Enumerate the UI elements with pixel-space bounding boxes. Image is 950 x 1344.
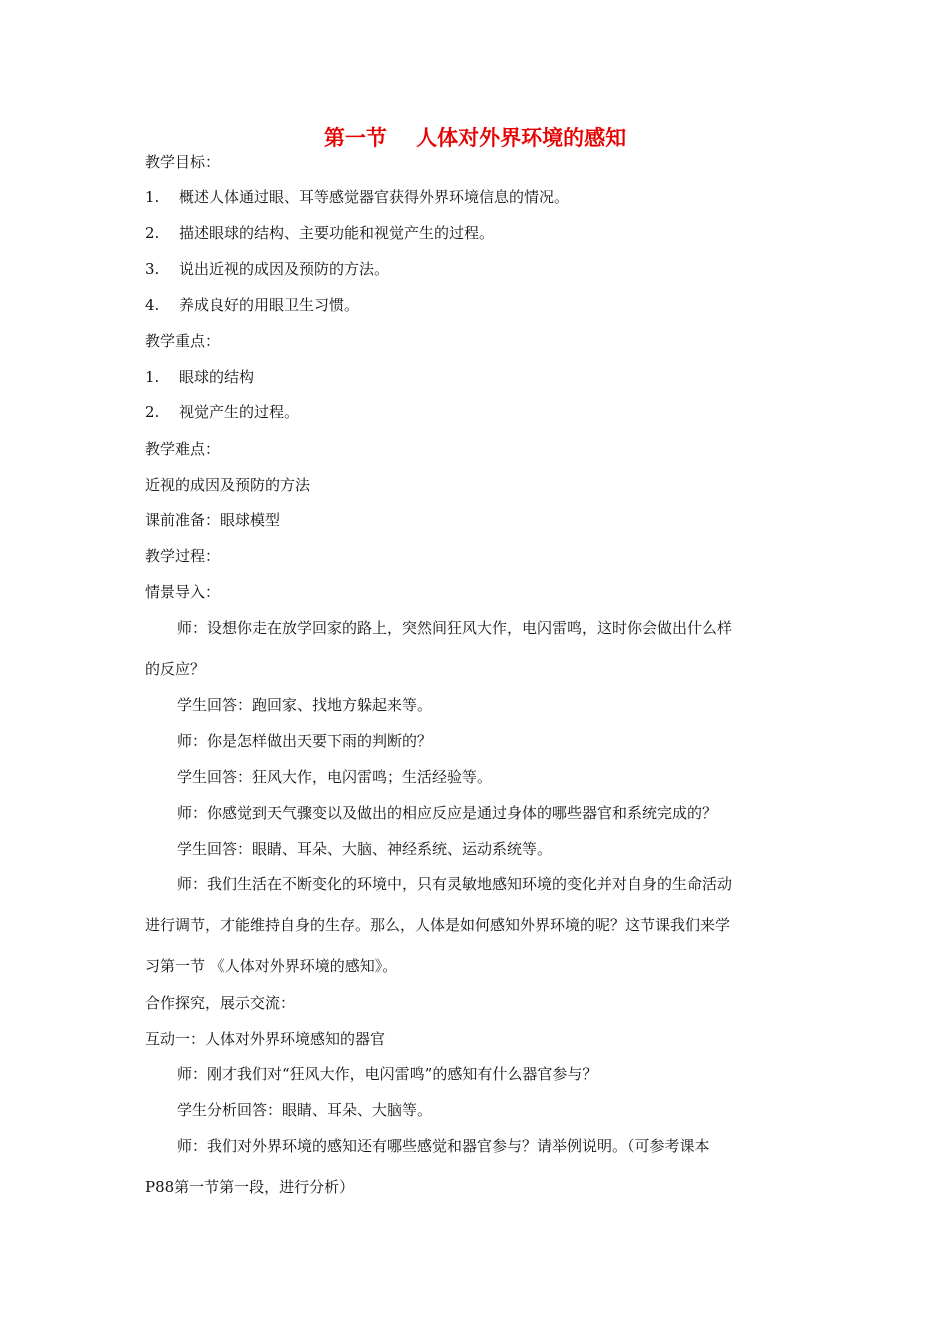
list-text: 视觉产生的过程。 <box>179 403 300 421</box>
list-number: 3. <box>145 260 160 278</box>
difficulty-heading: 教学难点： <box>145 440 221 458</box>
paragraph: 师：你感觉到天气骤变以及做出的相应反应是通过身体的哪些器官和系统完成的？ <box>177 804 718 822</box>
objectives-heading: 教学目标： <box>145 153 221 171</box>
key-point-item <box>145 366 254 388</box>
paragraph: 师：设想你走在放学回家的路上，突然间狂风大作，电闪雷鸣，这时你会做出什么样 <box>177 619 733 637</box>
list-text: 养成良好的用眼卫生习惯。 <box>179 296 360 314</box>
key-points-heading: 教学重点： <box>145 332 221 350</box>
paragraph: 师：你是怎样做出天要下雨的判断的？ <box>177 732 433 750</box>
paragraph: 学生回答：跑回家、找地方躲起来等。 <box>177 696 433 714</box>
objective-item <box>145 294 359 316</box>
list-number: 1. <box>145 368 160 386</box>
list-text: 描述眼球的结构、主要功能和视觉产生的过程。 <box>179 224 495 242</box>
process-heading: 教学过程： <box>145 547 221 565</box>
paragraph: 师：我们对外界环境的感知还有哪些感觉和器官参与？请举例说明。（可参考课本 <box>177 1137 710 1155</box>
list-text: 说出近视的成因及预防的方法。 <box>179 260 390 278</box>
difficulty-text: 近视的成因及预防的方法 <box>145 476 311 494</box>
list-number: 2. <box>145 224 160 242</box>
paragraph: 进行调节，才能维持自身的生存。那么，人体是如何感知外界环境的呢？这节课我们来学 <box>145 916 731 934</box>
objective-item <box>145 186 569 208</box>
preparation-text: 课前准备：眼球模型 <box>145 511 281 529</box>
paragraph: 师：我们生活在不断变化的环境中，只有灵敏地感知环境的变化并对自身的生命活动 <box>177 875 733 893</box>
paragraph: 师：刚才我们对“狂风大作，电闪雷鸣”的感知有什么器官参与？ <box>177 1065 598 1083</box>
paragraph: 习第一节 《人体对外界环境的感知》。 <box>145 957 398 975</box>
paragraph: P88第一节第一段，进行分析） <box>145 1178 355 1196</box>
page-title: 第一节 人体对外界环境的感知 <box>323 125 627 150</box>
list-text: 眼球的结构 <box>179 368 255 386</box>
key-point-item <box>145 401 299 423</box>
objective-item <box>145 222 494 244</box>
list-text: 概述人体通过眼、耳等感觉器官获得外界环境信息的情况。 <box>179 188 570 206</box>
intro-heading: 情景导入： <box>145 583 221 601</box>
list-number: 4. <box>145 296 160 314</box>
coop-heading: 合作探究，展示交流： <box>145 994 296 1012</box>
interaction-heading: 互动一：人体对外界环境感知的器官 <box>145 1030 386 1048</box>
paragraph: 的反应？ <box>145 660 206 678</box>
list-number: 2. <box>145 403 160 421</box>
list-number: 1. <box>145 188 160 206</box>
objective-item <box>145 258 389 280</box>
paragraph: 学生回答：狂风大作，电闪雷鸣；生活经验等。 <box>177 768 493 786</box>
paragraph: 学生分析回答：眼睛、耳朵、大脑等。 <box>177 1101 433 1119</box>
paragraph: 学生回答：眼睛、耳朵、大脑、神经系统、运动系统等。 <box>177 840 553 858</box>
